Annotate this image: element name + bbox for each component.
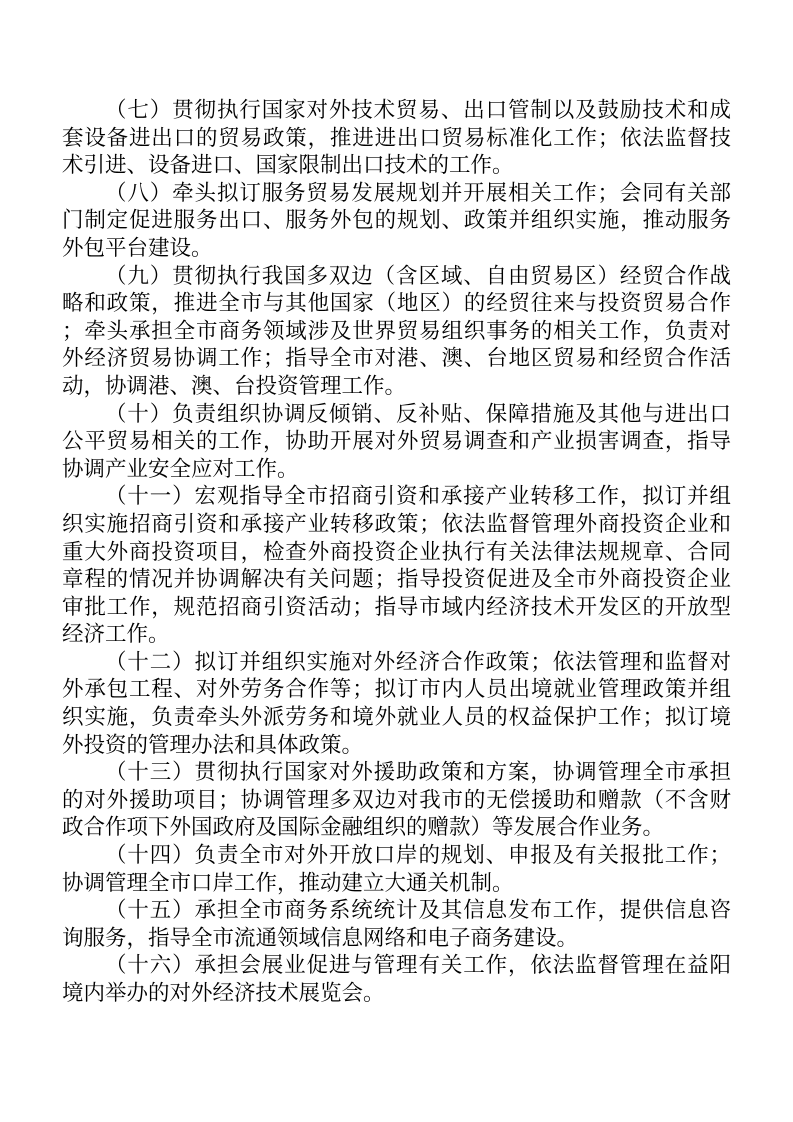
text-line: （十五）承担全市商务系统统计及其信息发布工作，提供信息咨 (105, 898, 731, 923)
text-line: 外包平台建设。 (62, 235, 213, 260)
paragraph-item-10 (62, 401, 731, 484)
paragraph-item-7 (62, 97, 731, 180)
paragraph-item-12 (62, 649, 731, 759)
text-line: （十一）宏观指导全市招商引资和承接产业转移工作，拟订并组 (105, 484, 731, 509)
text-line: 套设备进出口的贸易政策，推进进出口贸易标准化工作；依法监督技 (62, 125, 731, 150)
paragraph-item-8 (62, 180, 731, 263)
text-line: 协调管理全市口岸工作，推动建立大通关机制。 (62, 870, 514, 895)
text-line: 政合作项下外国政府及国际金融组织的赠款）等发展合作业务。 (62, 815, 665, 840)
text-line: 外承包工程、对外劳务合作等；拟订市内人员出境就业管理政策并组 (62, 677, 731, 702)
paragraph-item-13 (62, 759, 731, 842)
text-line: （七）贯彻执行国家对外技术贸易、出口管制以及鼓励技术和成 (105, 98, 731, 122)
text-line: 外经济贸易协调工作；指导全市对港、澳、台地区贸易和经贸合作活 (62, 346, 731, 371)
text-line: 的对外援助项目；协调管理多双边对我市的无偿援助和赠款（不含财 (62, 787, 731, 812)
text-line: 审批工作，规范招商引资活动；指导市域内经济技术开发区的开放型 (62, 594, 731, 619)
text-line: 境内举办的对外经济技术展览会。 (62, 981, 385, 1005)
text-line: （十二）拟订并组织实施对外经济合作政策；依法管理和监督对 (105, 649, 731, 674)
text-line: 织实施，负责牵头外派劳务和境外就业人员的权益保护工作；拟订境 (62, 705, 731, 730)
paragraph-item-15 (62, 897, 731, 952)
text-line: 略和政策，推进全市与其他国家（地区）的经贸往来与投资贸易合作 (62, 291, 731, 316)
paragraph-item-16 (62, 952, 731, 1007)
text-line: 动，协调港、澳、台投资管理工作。 (62, 373, 407, 398)
text-line: （八）牵头拟订服务贸易发展规划并开展相关工作；会同有关部 (105, 180, 731, 205)
text-line: （十四）负责全市对外开放口岸的规划、申报及有关报批工作； (105, 843, 731, 868)
text-line: 协调产业安全应对工作。 (62, 456, 299, 481)
text-line: 公平贸易相关的工作，协助开展对外贸易调查和产业损害调查，指导 (62, 429, 731, 454)
text-line: 询服务，指导全市流通领域信息网络和电子商务建设。 (62, 925, 579, 950)
text-line: （十六）承担会展业促进与管理有关工作，依法监督管理在益阳 (105, 953, 731, 978)
paragraph-item-9 (62, 263, 731, 401)
text-line: 经济工作。 (62, 622, 170, 647)
text-line: 门制定促进服务出口、服务外包的规划、政策并组织实施，推动服务 (62, 208, 731, 233)
text-line: （九）贯彻执行我国多双边（含区域、自由贸易区）经贸合作战 (105, 263, 731, 288)
text-line: ；牵头承担全市商务领域涉及世界贸易组织事务的相关工作，负责对 (62, 318, 731, 343)
text-line: 章程的情况并协调解决有关问题；指导投资促进及全市外商投资企业 (62, 567, 731, 592)
paragraph-item-11 (62, 483, 731, 649)
text-line: 重大外商投资项目，检查外商投资企业执行有关法律法规规章、合同 (62, 539, 731, 564)
paragraph-item-14 (62, 842, 731, 897)
document-body (62, 97, 731, 1008)
text-line: 织实施招商引资和承接产业转移政策；依法监督管理外商投资企业和 (62, 511, 731, 536)
text-line: 外投资的管理办法和具体政策。 (62, 732, 364, 757)
text-line: （十）负责组织协调反倾销、反补贴、保障措施及其他与进出口 (105, 401, 731, 426)
text-line: 术引进、设备进口、国家限制出口技术的工作。 (62, 153, 514, 178)
text-line: （十三）贯彻执行国家对外援助政策和方案，协调管理全市承担 (105, 760, 731, 785)
